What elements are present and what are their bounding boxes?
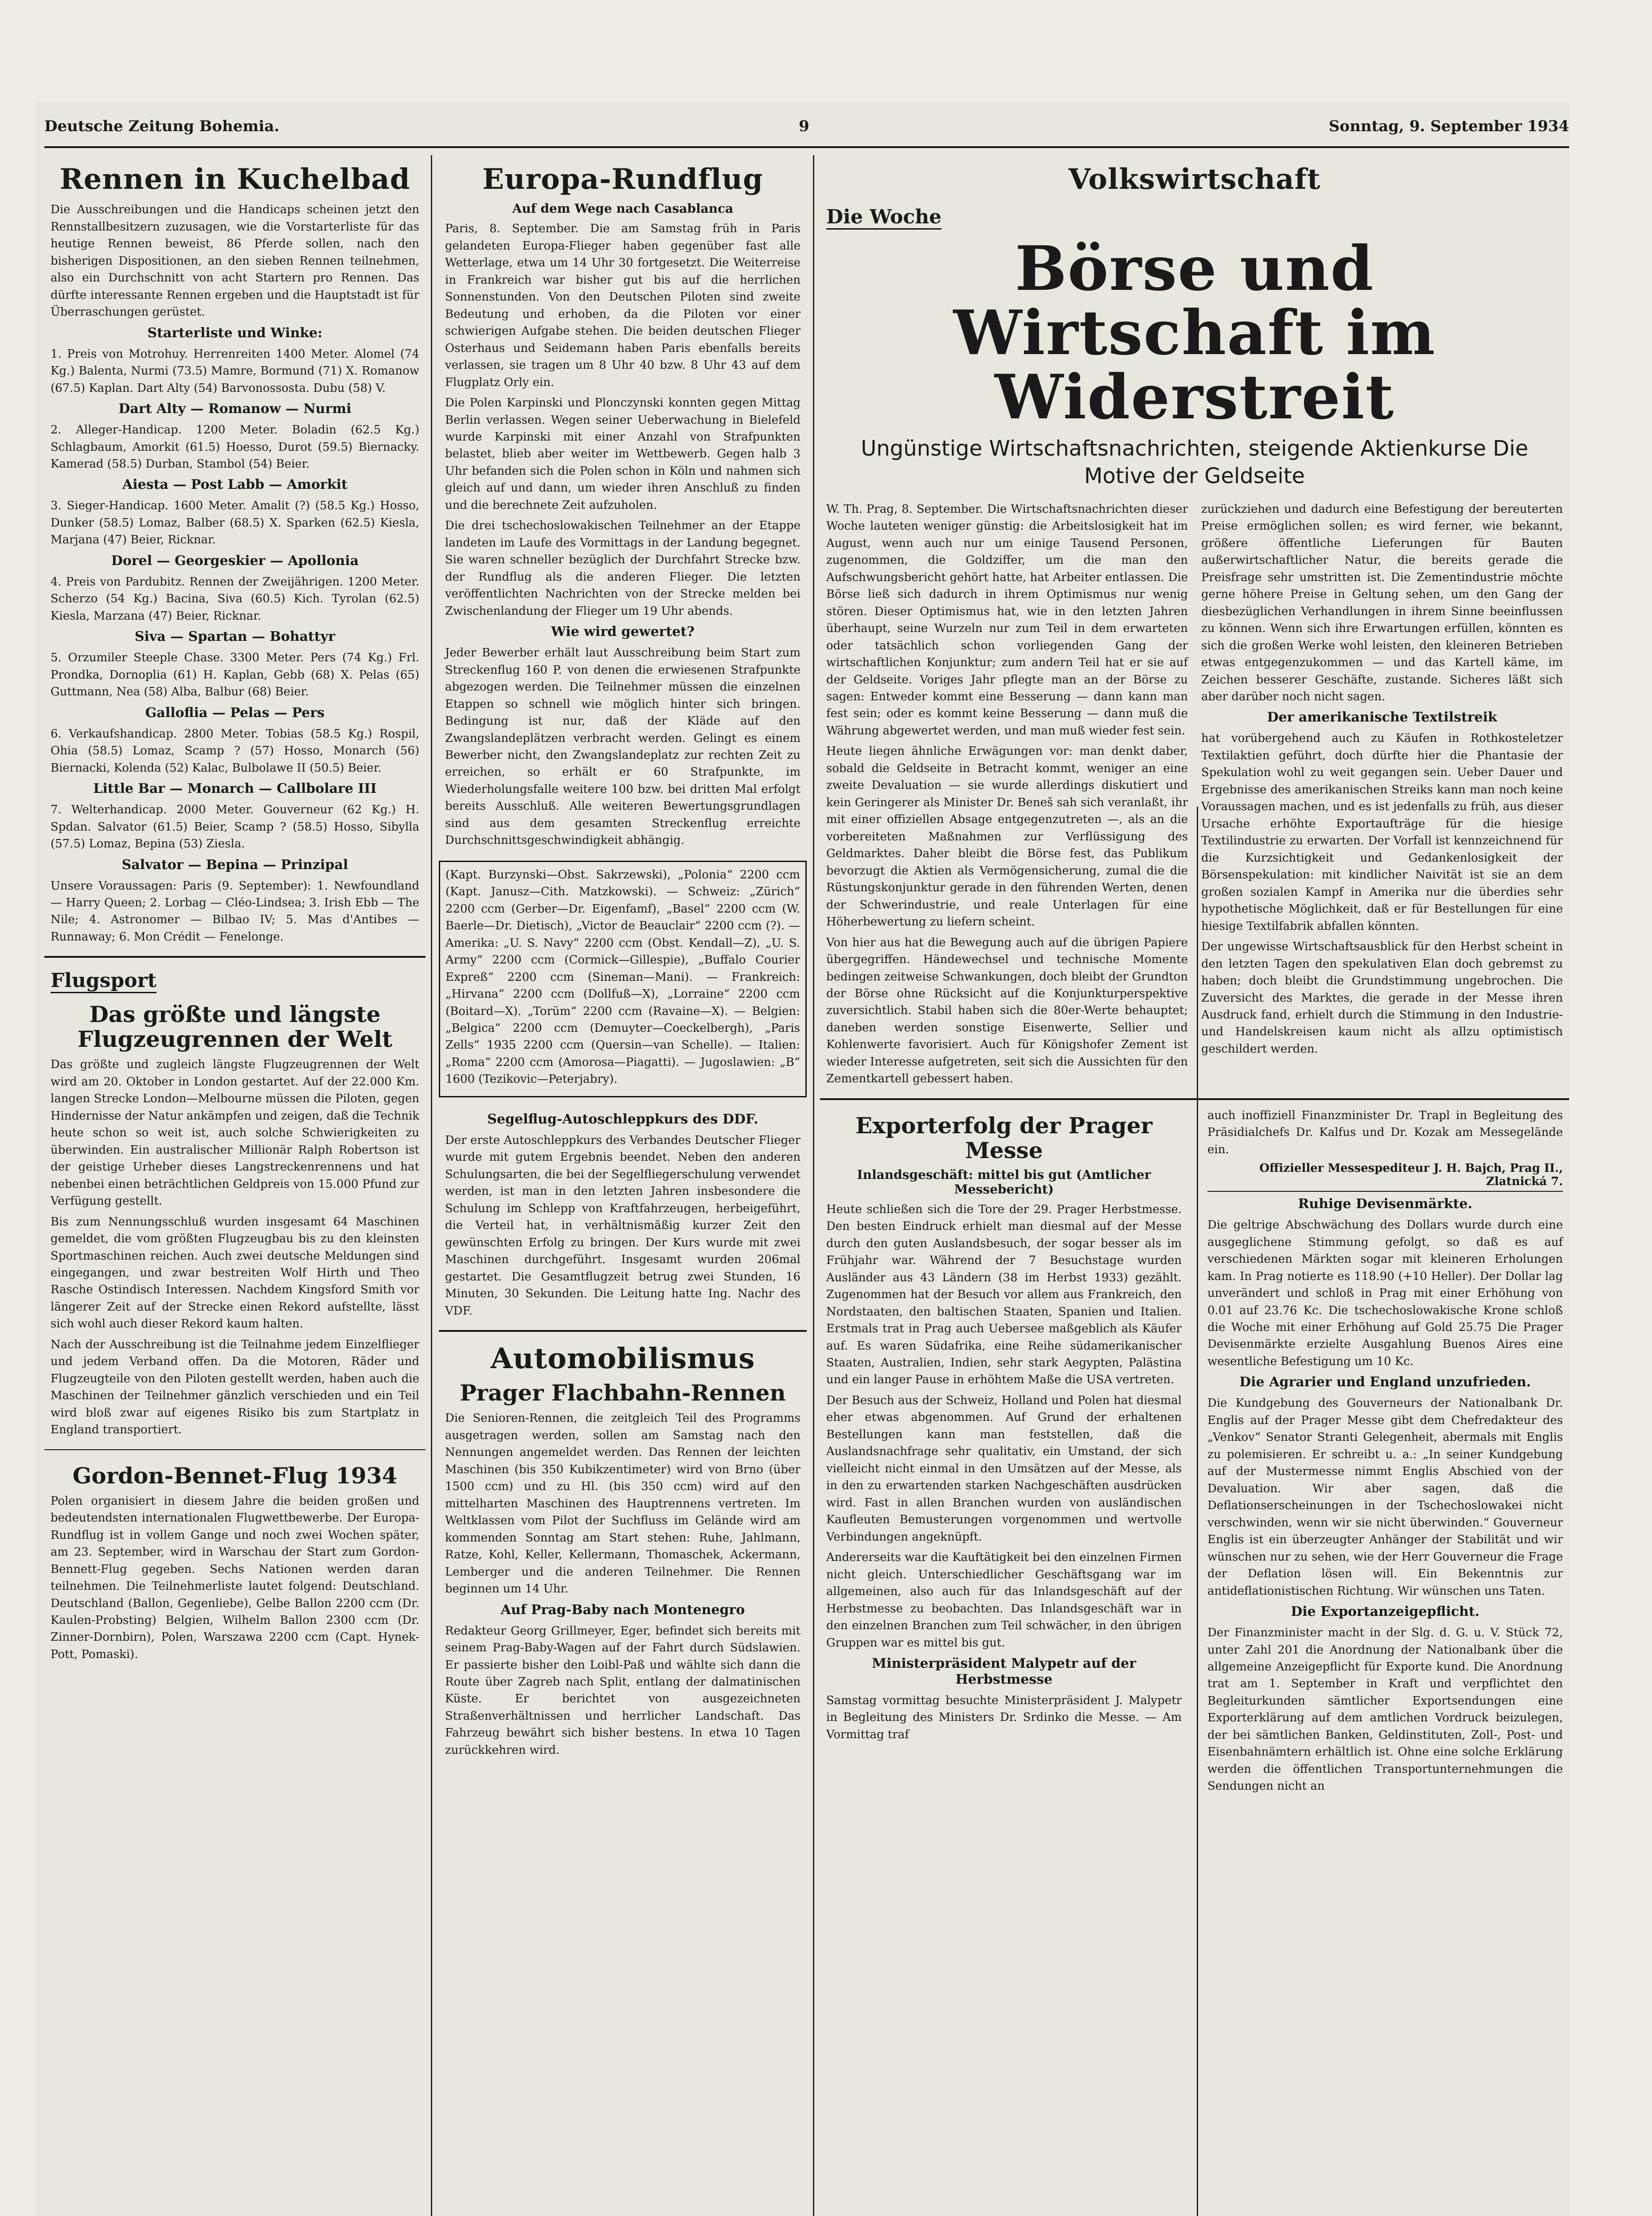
article-text: Heute schließen sich die Tore der 29. Prager Herbstmesse. Den besten Eindruck erhielt man diesmal auf der Messe durch den guten Auslandsbesuch, der sogar besser als im Frühjahr war. Während der 7 Besuchstage wurden Ausländer aus 43 Ländern (38 im Herbst 1933) gezählt. Zugenommen hat der Besuch vor allem aus Frankreich, den Nordstaaten, den baltischen Staaten, Spanien und Italien. Erstmals trat in Prag auch Uebersee maßgeblich als Käufer auf. Es waren Südafrika, eine Reihe südamerikanischer Staaten, Australien, Indien, sehr stark Aegypten, Palästina und ein langer Pause in erhöhtem Maße die USA vertreten. xyxy=(826,1202,1182,1387)
section-label: Volkswirtschaft xyxy=(1068,163,1321,196)
article-text: Redakteur Georg Grillmeyer, Eger, befindet sich bereits mit seinem Prag-Baby-Wagen auf der Fahrt durch Südslawien. Er passierte bisher den Loibl-Paß und wählte sich dann die Route über Zagreb nach Split, entlang der dalmatinischen Küste. Er berichtet von ausgezeichneten Straßenverhältnissen und herrlicher Landschaft. Das Fahrzeug bewährt sich bisher bestens. In etwa 10 Tagen zurückkehren wird. xyxy=(445,1624,801,1757)
section-volkswirtschaft xyxy=(820,155,1569,1096)
article-text: Von hier aus hat die Bewegung auch auf die übrigen Papiere übergegriffen. Händewechsel und technische Momente bedingen zeitweise Schwankungen, doch bleibt der Grundton der Börse ohne Rücksicht auf die Konjunkturperspektive zuversichtlich. Stabil haben sich die 80er-Werte behauptet; daneben werden sonstige Eisenwerte, Sellier und Kohlenwerte favorisiert. Auch für Königshofer Zement ist wieder Interesse aufgetreten, seit sich die Aussichten für den Zementkartell gebessert haben. xyxy=(826,936,1188,1086)
article-title: Rennen in Kuchelbad xyxy=(59,163,410,196)
article-text: Polen organisiert in diesem Jahre die beiden großen und bedeutendsten internationalen Flugwettbewerbe. Der Europa-Rundflug ist in vollem Gange und noch zwei Wochen später, am 23. September, wird in Warschau der Start zum Gordon-Bennett-Flug gegeben. Sechs Nationen werden daran teilnehmen. Die Teilnehmerliste lautet folgend: Deutschland. Deutschland (Ballon, Gegenliebe), Gelbe Ballon 2200 ccm (Dr. Kaulen-Probsting) Belgien, Wilhelm Ballon 2300 ccm (Dr. Zinner-Dornbirn), Polen, Warszawa 2200 ccm (Capt. Hynek-Pott, Pomaski). xyxy=(51,1494,419,1661)
section-rule xyxy=(44,956,426,958)
column-2 xyxy=(439,155,807,2216)
page-number: 9 xyxy=(799,117,809,135)
race-entry: 1. Preis von Motrohuy. Herrenreiten 1400 Meter. Alomel (74 Kg.) Balenta, Nurmi (73.5) Mamre, Bormund (71) X. Romanow (67.5) Kaplan. Dart Alty (54) Barvonossosta. Dubu (58) V. xyxy=(51,347,419,395)
article-subtitle: Auf dem Wege nach Casablanca xyxy=(512,201,734,216)
race-tip: Galloflia — Pelas — Pers xyxy=(145,705,325,721)
article-text: Der ungewisse Wirtschaftsausblick für den Herbst scheint in den letzten Tagen den spekulativen Elan doch gebremst zu haben; doch bleibt die Grundstimmung ungebrochen. Die Zuversicht des Marktes, die gerade in der Messe ihren Ausdruck fand, erhielt durch die Stimmung in den Industrie- und Handelskreisen kaum nicht als allzu optimistisch geschildert werden. xyxy=(1201,940,1563,1056)
forecast: Unsere Voraussagen: Paris (9. September): 1. Newfoundland — Harry Queen; 2. Lorbag — Cléo-Lindsea; 3. Irish Ebb — The Nile; 4. Astronomer — Bilbao IV; 5. Mas d'Antibes — Runnaway; 6. Mon Crédit — Fenelonge. xyxy=(51,879,419,944)
article-notes xyxy=(1201,1103,1569,1803)
masthead-rule xyxy=(44,146,1569,148)
headline-subtitle: Ungünstige Wirtschaftsnachrichten, steigende Aktienkurse Die Motive der Geldseite xyxy=(861,436,1528,489)
article-automobilismus xyxy=(439,1334,807,1767)
article-text: Die Kundgebung des Gouverneurs der Nationalbank Dr. Englis auf der Prager Messe gibt dem Chefredakteur des „Venkov“ Senator Stranti Gelegenheit, abermals mit Englis zu polemisieren. Er schreibt u. a.: „In seiner Kundgebung auf der Mustermesse nimmt Englis Abschied von der Devaluation. Wir aber sagen, daß die Deflationserscheinungen in der Tschechoslowakei nicht verschwinden, wenn wir sie nicht überwinden.“ Gouverneur Englis ist ein überzeugter Anhänger der Stabilität und wir wünschen nur zu sehen, wie der Herr Gouverneur die Frage der Deflation lösen will. Ein Bekenntnis zur antideflationistischen Richtung. Wir wünschen uns Taten. xyxy=(1207,1397,1563,1598)
article-text: Andererseits war die Kauftätigkeit bei den einzelnen Firmen nicht gleich. Unterschiedlicher Geschäftsgang war im allgemeinen, also auch für das Inlandsgeschäft auf der Herbstmesse zu beobachten. Das Inlandsgeschäft war in den einzelnen Branchen zum Teil schwächer, in den übrigen Gruppen war es mittel bis gut. xyxy=(826,1551,1182,1650)
article-text: hat vorübergehend auch zu Käufen in Rothkosteletzer Textilaktien geführt, doch dürfte hier die Phantasie der Spekulation wohl zu weit gegangen sein. Ueber Dauer und Ergebnisse des amerikanischen Streiks kann man noch keine Voraussagen machen, und es ist jedenfalls zu früh, aus dieser Ursache erhöhte Exportaufträge für die hiesige Textilindustrie zu erwarten. Der Vorfall ist kennzeichnend für die Kurzsichtigkeit und Gedankenlosigkeit der Börsenspekulation: mit kindlicher Naivität ist sie an dem großen sozialen Kampf in Amerika nur die überdies sehr hypothetische Möglichkeit, daß er für Bestellungen für eine hiesige Textilfabrik abfallen könnten. xyxy=(1201,732,1563,933)
article-text: Das größte und zugleich längste Flugzeugrennen der Welt wird am 20. Oktober in London gestartet. Auf der 22.000 Km. langen Strecke London—Melbourne müssen die Piloten, gegen Hindernisse der Natur ankämpfen und zeigen, daß die Technik heute schon so weit ist, auch solche Schwierigkeiten zu überwinden. Ein australischer Millionär Ralph Robertson ist der geistige Urheber dieses Langstreckenrennens und hat nebenbei einen beträchtlichen Geldpreis von 15.000 Pfund zur Verfügung gestellt. xyxy=(51,1058,419,1208)
race-entry: 3. Sieger-Handicap. 1600 Meter. Amalit (?) (58.5 Kg.) Hosso, Dunker (58.5) Lomaz, Balber (68.5) X. Sparken (62.5) Kiesla, Marjana (47) Beier, Ricknar. xyxy=(51,499,419,547)
column-rule xyxy=(813,155,814,2216)
article-text: Samstag vormittag besuchte Ministerpräsident J. Malypetr in Begleitung des Ministers Dr. Srdinko die Messe. — Am Vormittag traf xyxy=(826,1693,1182,1741)
article-europa-rundflug xyxy=(439,155,807,857)
article-text: Der erste Autoschleppkurs des Verbandes Deutscher Flieger wurde mit gutem Ergebnis beendet. Neben den anderen Schulungsarten, die bei der Segelfliegerschulung verwendet werden, ist man in den letzten Jahren insbesondere die Schulung im Schlepp von Kraftfahrzeugen, herbeigeführt, die Verteil hat, in verhältnismäßig kurzer Zeit den gewünschten Erfolg zu bringen. Der Kurs wurde mit zwei Maschinen durchgeführt. Insgesamt wurden 206mal gestartet. Die Gesamtflugzeit betrug zwei Stunden, 16 Minuten, 30 Sekunden. Die Leitung hatte Ing. Nachr des VDF. xyxy=(445,1133,801,1318)
article-text: Bis zum Nennungsschluß wurden insgesamt 64 Maschinen gemeldet, die vom größten Flugzeugbau bis zu den kleinsten Sportmaschinen reichen. Auch zwei deutsche Meldungen sind eingegangen, und zwar bestreiten Wolf Hirth und Theo Rasche Ostindisch Interessen. Nachdem Kingsford Smith vor längerer Zeit auf der Strecke einen Rekord aufstellte, lässt sich wohl auch dieser Rekord kaum halten. xyxy=(51,1215,419,1331)
article-text: W. Th. Prag, 8. September. Die Wirtschaftsnachrichten dieser Woche lauteten weniger günstig: die Arbeitslosigkeit hat im August, wenn auch nur um einige Tausend Personen, zugenommen, die Goldziffer, um die man den Aufschwungsbericht gehört hatte, hat Arbeiter entlassen. Die Börse ließ sich dadurch in ihrem Optimismus nur wenig stören. Dieser Optimismus hat, wie in den letzten Jahren überhaupt, seine Wurzeln nur zum Teil in dem erwarteten oder tatsächlich schon vorliegenden Gang der wirtschaftlichen Konjunktur; zum andern Teil hat er sie auf der Geldseite. Voriges Jahr pflegte man an der Börse zu sagen: Entweder kommt eine Besserung — dann kann man fest sein; oder es kommt keine Besserung — dann muß die Währung abgewertet werden, und man muß wieder fest sein. xyxy=(826,502,1188,737)
article-title: Exporterfolg der Prager Messe xyxy=(855,1112,1153,1163)
section-label: Automobilismus xyxy=(490,1342,755,1376)
race-tip: Salvator — Bepina — Prinzipal xyxy=(121,857,348,873)
article-flugsport xyxy=(44,960,426,1446)
race-tip: Dorel — Georgeskier — Apollonia xyxy=(111,553,359,569)
article-text: Die Senioren-Rennen, die zeitgleich Teil des Programms ausgetragen werden, sollen am Samstag nach den Nennungen angemeldet werden. Das Rennen der leichten Maschinen (bis 350 Kubikzentimeter) wird von Brno (über 1500 ccm) und zu Hl. (bis 350 ccm) wird auf den mittelharten Maschinen des Hauptrennens vertreten. Im Weltklassen vom Pilot der Suchfluss im Gelände wird am kommenden Sonntag am Start stehen: Ruhe, Jahlmann, Ratze, Kohl, Keller, Kellermann, Thomaschek, Ackermann, Lemberger und die anderen Teilnehmer. Die Rennen beginnen um 14 Uhr. xyxy=(445,1412,801,1596)
race-entry: 6. Verkaufshandicap. 2800 Meter. Tobias (58.5 Kg.) Rospil, Ohia (58.5) Lomaz, Scamp ? (57) Hosso, Monarch (56) Biernacki, Kolenda (52) Kalac, Bulbolawe II (50.5) Beier. xyxy=(51,727,419,775)
race-tip: Siva — Spartan — Bohattyr xyxy=(134,629,336,645)
article-text: Der Finanzminister macht in der Slg. d. G. u. V. Stück 72, unter Zahl 201 die Anordnung der Nationalbank über die allgemeine Anzeigepflicht für Exporte kund. Die Anordnung trat am 1. September in Kraft und verpflichtet den Begleiturkunden sämtlicher Exportsendungen eine Exporterklärung auf dem amtlichen Vordruck beizulegen, der bei sämtlichen Banken, Geldinstituten, Zoll-, Post- und Eisenbahnämtern erhältlich ist. Ohne eine solche Erklärung werden die öffentlichen Transportunternehmungen die Sendungen nicht an xyxy=(1207,1626,1563,1793)
article-title: Das größte und längste Flugzeugrennen der Welt xyxy=(77,1001,393,1053)
section-rule xyxy=(439,1330,807,1332)
article-text: (Kapt. Burzynski—Obst. Sakrzewski), „Polonia“ 2200 ccm (Kapt. Janusz—Cith. Matzkowski). — Schweiz: „Zürich“ 2200 ccm (Gerber—Dr. Eigenfamf), „Basel“ 2200 ccm (W. Baerle—Dr. Dietisch), „Victor de Beauclair“ 2200 ccm (?). — Amerika: „U. S. Navy“ 2200 ccm (Obst. Kendall—Z), „U. S. Army“ 2200 ccm (Cormick—Gillespie), „Buffalo Courier Expreß“ 2200 ccm (Sineman—Mani). — Frankreich: „Hirvana“ 2200 ccm (Dollfuß—X), „Lorraine“ 2200 ccm (Boitard—X). „Torüm“ 2200 ccm (Ravaine—X). — Belgien: „Belgica“ 2200 ccm (Demuyter—Coeckelbergh), „Paris Zells“ 1935 2200 ccm (Quersin—van Schelle). — Italien: „Roma“ 2200 ccm (Amorosa—Piagatti). — Jugoslawien: „B“ 1600 (Tezikovic—Peterjabry). xyxy=(445,868,800,1086)
advert-spediteur: Offizieller Messespediteur J. H. Bajch, Prag II., Zlatnická 7. xyxy=(1259,1162,1563,1189)
section-rule xyxy=(820,1098,1569,1100)
article-subtitle: Inlandsgeschäft: mittel bis gut (Amtlicher Messebericht) xyxy=(857,1167,1151,1197)
section-rule xyxy=(1207,1191,1563,1192)
lower-section xyxy=(820,1103,1569,1803)
race-entry: 2. Alleger-Handicap. 1200 Meter. Boladin (62.5 Kg.) Schlagbaum, Amorkit (61.5) Hoesso, Durot (59.5) Biernacky. Kamerad (58.5) Durban, Stambol (54) Beier. xyxy=(51,423,419,471)
article-title: Europa-Rundflug xyxy=(482,163,763,196)
article-text: Die drei tschechoslowakischen Teilnehmer an der Etappe landeten im Laufe des Vormittags in der Landung begegnet. Sie waren schneller bezüglich der Durchfahrt Strecke bzw. der Rundflug als die anderen Flieger. Die letzten veröffentlichten Nachrichten von der Strecke melden bei Zwischenlandung der Flieger um 19 Uhr abends. xyxy=(445,519,801,618)
article-gordon-bennett xyxy=(44,1453,426,1671)
article-title: Gordon-Bennet-Flug 1934 xyxy=(72,1462,398,1489)
race-tip: Dart Alty — Romanow — Nurmi xyxy=(118,401,351,417)
article-exporterfolg xyxy=(820,1103,1188,1803)
list-heading: Starterliste und Winke: xyxy=(147,325,323,341)
race-tip: Little Bar — Monarch — Callbolare III xyxy=(93,781,377,797)
race-tip: Aiesta — Post Labb — Amorkit xyxy=(122,477,348,493)
race-entry: 7. Welterhandicap. 2000 Meter. Gouverneur (62 Kg.) H. Spdan. Salvator (61.5) Beier, Scamp ? (58.5) Hosso, Sibylla (57.5) Lomaz, Bepina (53) Ziesla. xyxy=(51,803,419,851)
article-text: Paris, 8. September. Die am Samstag früh in Paris gelandeten Europa-Flieger haben gegenüber fast alle Wetterlage, etwa um 14 Uhr 30 fortgesetzt. Die Weiterreise in Frankreich war bisher gut bis auf die herrlichen Sonnenstunden. Von den Deutschen Piloten sind zweite Bedeutung und erhoben, da die Piloten vor einer schwierigen Aufgabe stehen. Die beiden deutschen Flieger Osterhaus und Seidemann haben Paris ebenfalls bereits verlassen, sie tragen um 8 Uhr 40 bzw. 8 Uhr 43 auf dem Flugplatz Orly ein. xyxy=(445,222,801,389)
article-text: Nach der Ausschreibung ist die Teilnahme jedem Einzelflieger und jedem Verband offen. Da die Motoren, Räder und Flugzeugteile von den Piloten gestellt werden, haben auch die Maschinen der Teilnehmer gänzlich verschieden und ein Teil wird bloß zwar auf eigenes Risiko bis zum Startplatz in England transportiert. xyxy=(51,1338,419,1437)
article-segelflug xyxy=(439,1103,807,1327)
article-rennen xyxy=(44,155,426,953)
article-text: Die geltrige Abschwächung des Dollars wurde durch eine ausgeglichene Stimmung gefolgt, so daß es auf verschiedenen Märkten sogar mit kleineren Erholungen kam. In Prag notierte es 118.90 (+10 Heller). Der Dollar lag unverändert und schloß in Prag mit einer Erhöhung von 0.01 auf 23.76 Kc. Die tschechoslowakische Krone schloß die Woche mit einer Erhöhung auf Gold 25.75 Die Prager Devisenmärkte erzielte Ausgahlung Buenos Aires eine wesentliche Befestigung um 10 Kc. xyxy=(1207,1218,1563,1368)
article-text: Heute liegen ähnliche Erwägungen vor: man denkt daber, sobald die Geldseite in Betracht kommt, weniger an eine zweite Devaluation — sie wurde allerdings diskutiert und kein Geringerer als Minister Dr. Beneš sah sich veranlaßt, ihr mit einer offiziellen Absage entgegenzutreten —, als an die vorbereiteten Maßnahmen zur Verflüssigung des Geldmarktes. Daher bleibt die Börse fest, das Publikum bevorzugt die Aktien als Vermögensicherung, zumal die die Rüstungskonjunktur gerade in den führenden Werten, denen der Schwerindustrie, und reale Unterlagen für eine Höherbewertung zu liefern scheint. xyxy=(826,745,1188,929)
subheading: Wie wird gewertet? xyxy=(551,624,695,640)
column-rule xyxy=(431,155,432,2216)
subheading: Ministerpräsident Malypetr auf der Herbstmesse xyxy=(871,1655,1136,1687)
masthead xyxy=(44,106,1569,146)
column-1 xyxy=(44,155,426,2216)
race-entry: 4. Preis von Pardubitz. Rennen der Zweijährigen. 1200 Meter. Scherzo (54 Kg.) Bacina, Siva (60.5) Kich. Tyrolan (62.5) Kiesla, Marzana (47) Beier, Ricknar. xyxy=(51,575,419,623)
column-3 xyxy=(820,155,1569,2216)
column-label: Die Woche xyxy=(826,206,941,230)
article-title: Segelflug-Autoschleppkurs des DDF. xyxy=(487,1111,758,1127)
issue-date: Sonntag, 9. September 1934 xyxy=(1328,117,1569,135)
section-rule xyxy=(44,1449,426,1450)
section-label: Flugsport xyxy=(51,969,156,993)
article-text: Die Ausschreibungen und die Handicaps scheinen jetzt den Rennstallbesitzern zuzusagen, wie die Vorstarterliste für das heutige Rennen beweist, 86 Pferde sollen, nach den bisherigen Dispositionen, an den sieben Rennen teilnehmen, also ein Durchschnitt von acht Startern pro Rennen. Das dürfte interessante Rennen ergeben und die Hauptstadt ist für Überraschungen gerüstet. xyxy=(51,203,419,319)
subheading: Die Agrarier und England unzufrieden. xyxy=(1239,1374,1531,1390)
paper-name: Deutsche Zeitung Bohemia. xyxy=(44,117,280,135)
headline: Börse und Wirtschaft im Widerstreit xyxy=(953,232,1436,433)
subheading: Die Exportanzeigepflicht. xyxy=(1291,1604,1480,1620)
subheading: Auf Prag-Baby nach Montenegro xyxy=(500,1602,745,1618)
race-entry: 5. Orzumiler Steeple Chase. 3300 Meter. Pers (74 Kg.) Frl. Prondka, Dornoplia (61) H. Kaplan, Gebb (68) X. Pelas (65) Guttmann, Nea (58) Alba, Balbur (68) Beier. xyxy=(51,651,419,699)
article-text: zurückziehen und dadurch eine Befestigung der bereuterten Preise ermöglichen sollen; es wird ferner, wie bekannt, größere öffentliche Lieferungen für Bauten außerwirtschaftlicher Natur, die bereits gerade die Preisfrage sehr umstritten ist. Die Zementindustrie möchte gerne höhere Preise in Geltung sehen, um den Gang der diesbezüglichen Verhandlungen in ihrem Sinne beeinflussen zu können. Wenn sich ihre Erwartungen erfüllen, könnten es sich die großen Werke wohl leisten, den kleineren Betrieben etwas entgegenzukommen — und das Kartell käme, im Zeichen besserer Geschäfte, zustande. Sicheres läßt sich aber darüber noch nicht sagen. xyxy=(1201,502,1563,703)
subheading: Ruhige Devisenmärkte. xyxy=(1298,1196,1472,1212)
article-text: auch inoffiziell Finanzminister Dr. Trapl in Begleitung des Präsidialchefs Dr. Kalfus und Dr. Kozak am Messegelände ein. xyxy=(1207,1108,1563,1156)
article-text: Jeder Bewerber erhält laut Ausschreibung beim Start zum Streckenflug 160 P. von denen die erwiesenen Strafpunkte abgezogen werden. Die Teilnehmer müssen die einzelnen Etappen so schnell wie möglich hinter sich bringen. Bedingung ist nur, daß der Kläde auf den Zwangslandeplätzen verbracht werden. Gelingt es einem Bewerber nicht, den Zwangslandeplatz zur rechten Zeit zu erreichen, so erhält er 60 Strafpunkte, im Wiederholungsfalle weitere 100 bzw. bei dritten Mal erfolgt bereits Ausschluß. Alle weiteren Bewertungsgrundlagen sind aus dem gesamten Streckenflug erreichte Durchschnittsgeschwindigkeit abhängig. xyxy=(445,646,801,847)
article-text: Der Besuch aus der Schweiz, Holland und Polen hat diesmal eher etwas abgenommen. Auf Grund der erhaltenen Bestellungen kann man feststellen, daß die Auslandsnachfrage sehr qualitativ, ein Umstand, der sich vielleicht nicht einmal in den Umsätzen auf der Messe, als in den zu erwartenden starken Nachgeschäften ausdrücken wird. Fast in allen Branchen wurden von ausländischen Kaufleuten Bemusterungen vorgenommen und wertvolle Verbindungen angeknüpft. xyxy=(826,1393,1182,1544)
article-text: Die Polen Karpinski und Plonczynski konnten gegen Mittag Berlin verlassen. Wegen seiner Ueberwachung in Bielefeld wurde Karpinski mit einer Anzahl von Strafpunkten belastet, blieb aber weiter im Wettbewerb. Gegen halb 3 Uhr befanden sich die Polen schon in Köln und nahmen sich gleich auf und dann, um wieder ihren Anschluß zu finden und die berechnete Zeit aufzuholen. xyxy=(445,396,801,512)
participants-box xyxy=(439,861,807,1097)
subheading: Der amerikanische Textilstreik xyxy=(1267,710,1497,726)
lead-article xyxy=(826,501,1563,1091)
article-title: Prager Flachbahn-Rennen xyxy=(460,1380,786,1406)
